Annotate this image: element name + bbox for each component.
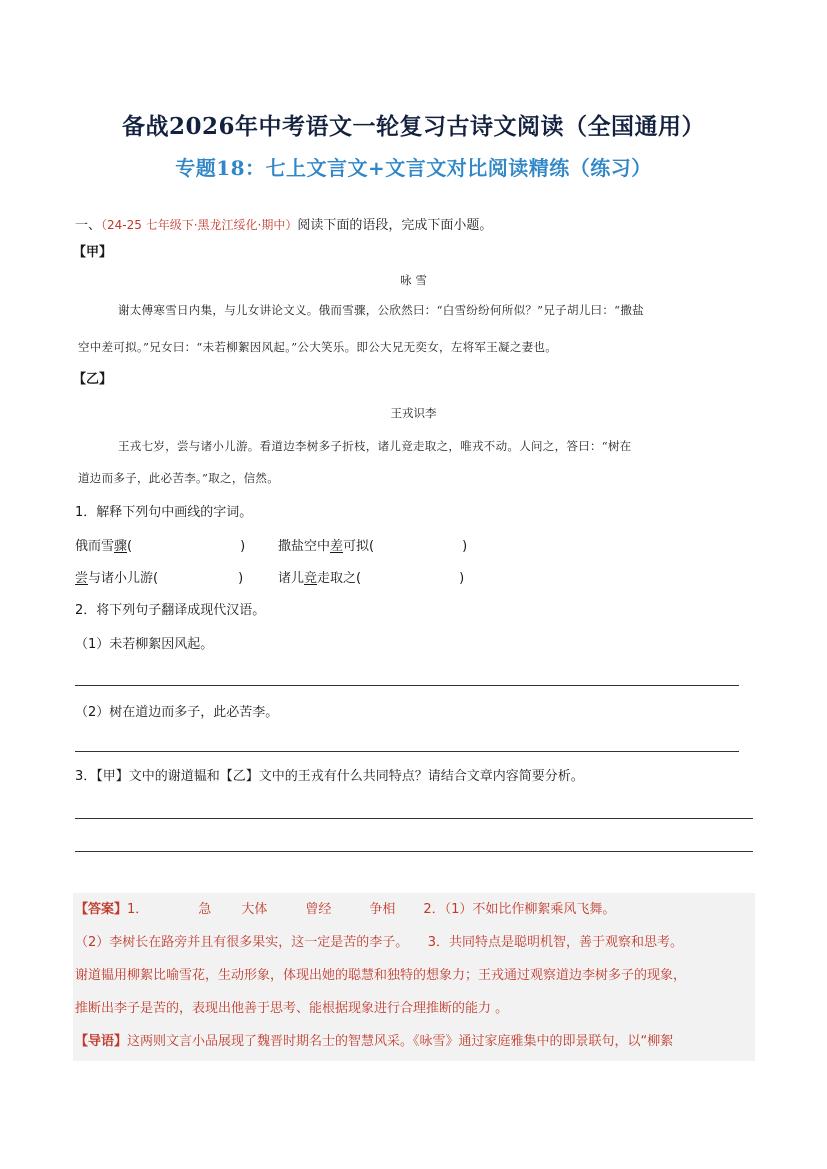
section-instruction [75, 215, 492, 236]
underlined-word: 差 [330, 539, 344, 554]
passage-yi-title: 王戎识李 [390, 406, 437, 420]
q1-item-2: 撒盐空中差可拟( ) [278, 539, 468, 554]
answer-tag: 【答案】 [75, 902, 128, 917]
source-note: （24-25 七年级下·黑龙江绥化·期中） [101, 218, 298, 232]
instruction-text: 阅读下面的语段，完成下面小题。 [297, 218, 493, 233]
answer-2: 大体 [241, 902, 268, 917]
answer-line[interactable] [75, 751, 739, 752]
question-1-stem: 1．解释下列句中画线的字词。 [75, 505, 253, 520]
guide-text: 这两则文言小品展现了魏晋时期名士的智慧风采。《咏雪》通过家庭雅集中的即景联句，以“柳絮 [127, 1034, 674, 1049]
answer-3: 曾经 [305, 902, 332, 917]
passage-yi-line-2: 道边而多子，此必苦李。”取之，信然。 [78, 471, 280, 485]
q1-item-1: 俄而雪骤( ) [75, 539, 246, 554]
question-3-stem: 3．【甲】文中的谢道韫和【乙】文中的王戎有什么共同特点？请结合文章内容简要分析。 [75, 769, 584, 784]
guide-tag: 【导语】 [75, 1034, 128, 1049]
q1-item-3: 尝与诸小儿游( ) [75, 571, 244, 586]
answer-q2-1: 2．（1）不如比作柳絮乘风飞舞。 [423, 902, 616, 917]
label-jia: 【甲】 [73, 245, 113, 260]
answer-line-2: （2）李树长在路旁并且有很多果实，这一定是苦的李子。 3．共同特点是聪明机智，善于观察和思考。 [75, 935, 684, 950]
page-subtitle: 专题18：七上文言文+文言文对比阅读精练（练习） [175, 156, 652, 180]
guide-line [75, 1032, 673, 1052]
underlined-word: 竞 [304, 571, 318, 586]
answer-line-1: 【答案】1． 急 大体 曾经 争相 2．（1）不如比作柳絮乘风飞舞。 [75, 902, 616, 917]
answer-line[interactable] [75, 851, 753, 852]
passage-yi-line-1: 王戎七岁，尝与诸小儿游。看道边李树多子折枝，诸儿竞走取之，唯戎不动。人问之，答曰：“树在 [118, 439, 632, 453]
answer-4: 争相 [369, 902, 396, 917]
answer-line-3: 谢道韫用柳絮比喻雪花，生动形象，体现出她的聪慧和独特的想象力；王戎通过观察道边李树多子的现象， [75, 968, 687, 983]
passage-jia-line-2: 空中差可拟。”兄女曰：“未若柳絮因风起。”公大笑乐。即公大兄无奕女，左将军王凝之妻也。 [78, 340, 558, 354]
question-2-sub-2: （2）树在道边而多子，此必苦李。 [75, 705, 279, 720]
answer-1: 急 [198, 902, 212, 917]
answer-line[interactable] [75, 818, 753, 819]
question-2-stem: 2．将下列句子翻译成现代汉语。 [75, 603, 266, 618]
q1-item-4: 诸儿竞走取之( ) [278, 571, 465, 586]
passage-jia-line-1: 谢太傅寒雪日内集，与儿女讲论文义。俄而雪骤，公欣然曰：“白雪纷纷何所似？”兄子胡儿曰：“撒盐 [118, 303, 644, 317]
question-2-sub-1: （1）未若柳絮因风起。 [75, 637, 214, 652]
passage-jia-title: 咏 雪 [400, 273, 427, 287]
underlined-word: 尝 [75, 571, 89, 586]
label-yi: 【乙】 [73, 372, 113, 387]
section-number: 一、 [75, 218, 102, 233]
answer-line-4: 推断出李子是苦的，表现出他善于思考、能根据现象进行合理推断的能力 。 [75, 1001, 509, 1016]
underlined-word: 骤 [114, 539, 128, 554]
page-title: 备战2026年中考语文一轮复习古诗文阅读（全国通用） [121, 113, 705, 140]
answer-line[interactable] [75, 685, 739, 686]
